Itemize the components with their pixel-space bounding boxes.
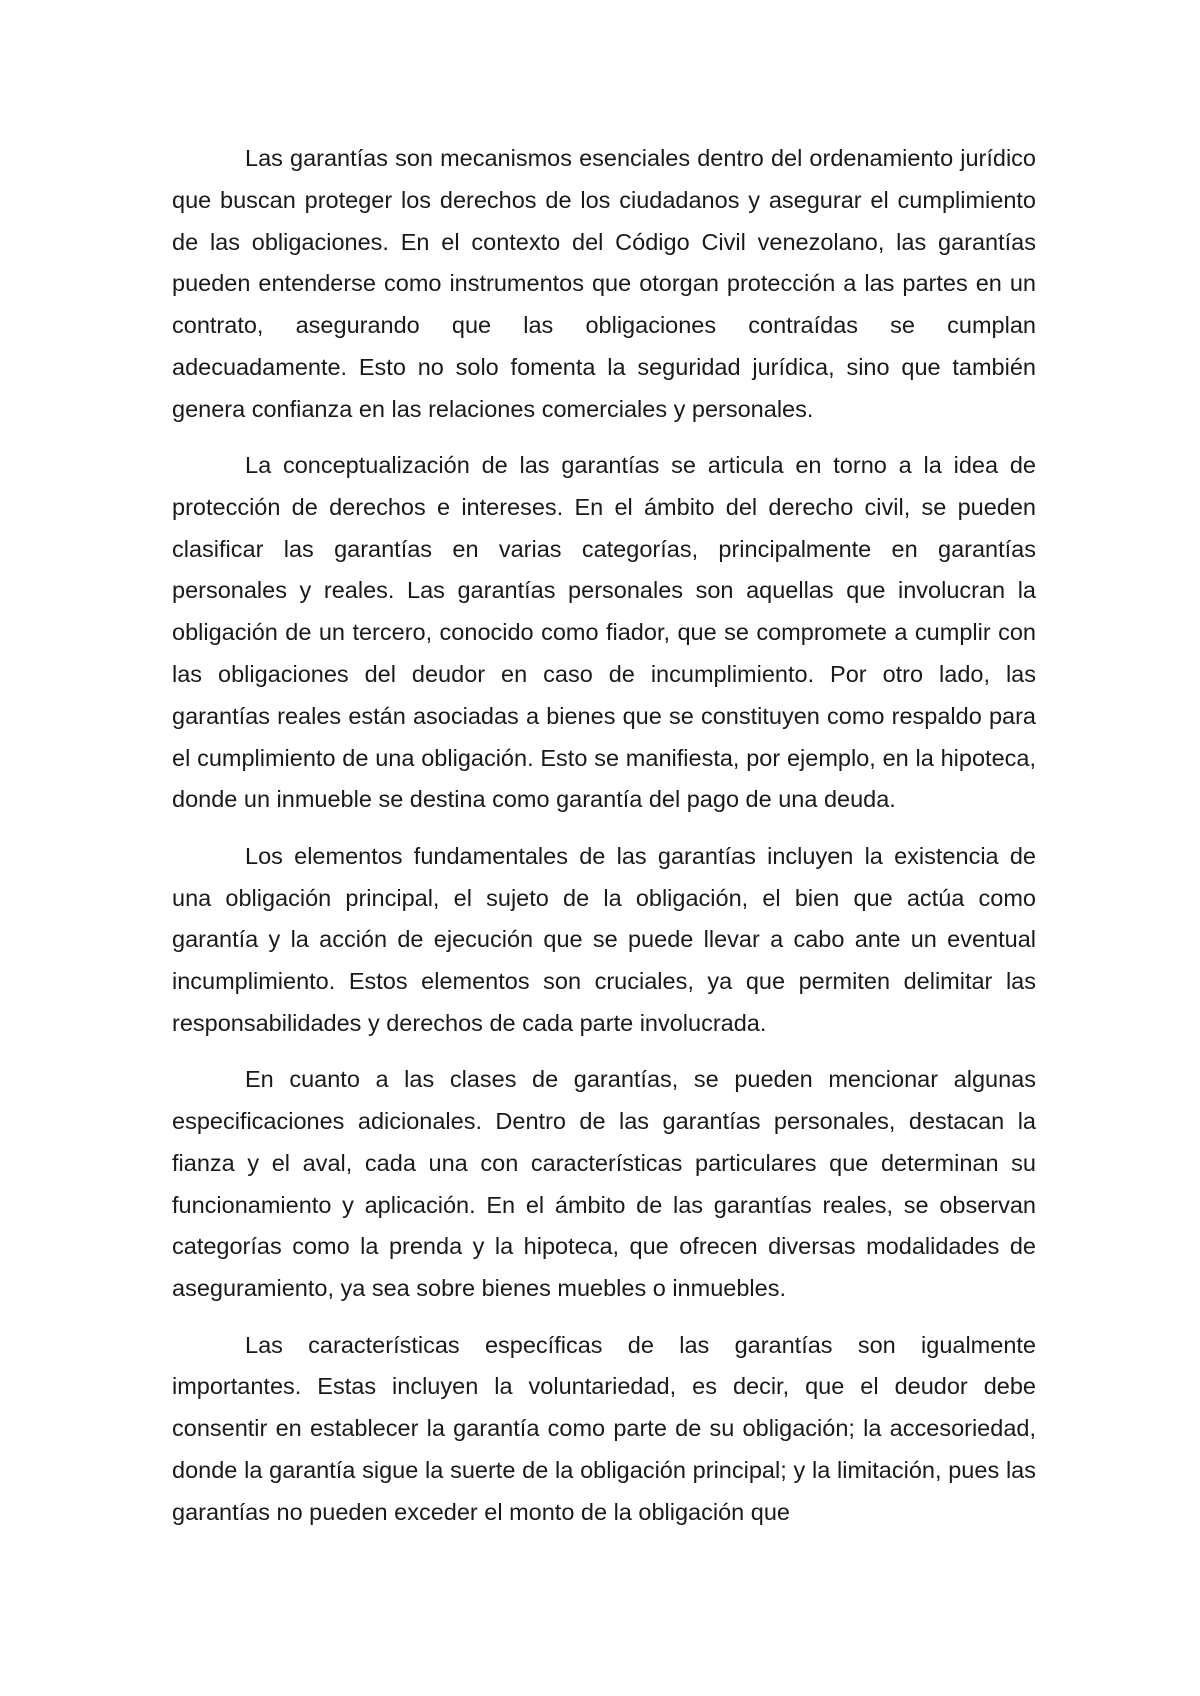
paragraph-classes: En cuanto a las clases de garantías, se pueden mencionar algunas especificaciones adicionales. Dentro de las garantías personales, destacan la fianza y el aval, cada una con características particulares que determinan su funcionamiento y aplicación. En el ámbito de las garantías reales, se observan categorías como la prenda y la hipoteca, que ofrecen diversas modalidades de aseguramiento, ya sea sobre bienes muebles o inmuebles. — [172, 1066, 1036, 1302]
paragraph-characteristics: Las características específicas de las garantías son igualmente importantes. Estas incluyen la voluntariedad, es decir, que el deudor debe consentir en establecer la garantía como parte de su obligación; la accesoriedad, donde la garantía sigue la suerte de la obligación principal; y la limitación, pues las garantías no pueden exceder el monto de la obligación que — [172, 1331, 1036, 1525]
document-body — [172, 138, 1036, 1548]
paragraph-intro: Las garantías son mecanismos esenciales dentro del ordenamiento jurídico que buscan proteger los derechos de los ciudadanos y asegurar el cumplimiento de las obligaciones. En el contexto del Código Civil venezolano, las garantías pueden entenderse como instrumentos que otorgan protección a las partes en un contrato, asegurando que las obligaciones contraídas se cumplan adecuadamente. Esto no solo fomenta la seguridad jurídica, sino que también genera confianza en las relaciones comerciales y personales. — [172, 145, 1036, 422]
paragraph-conceptualization: La conceptualización de las garantías se articula en torno a la idea de protección de derechos e intereses. En el ámbito del derecho civil, se pueden clasificar las garantías en varias categorías, principalmente en garantías personales y reales. Las garantías personales son aquellas que involucran la obligación de un tercero, conocido como fiador, que se compromete a cumplir con las obligaciones del deudor en caso de incumplimiento. Por otro lado, las garantías reales están asociadas a bienes que se constituyen como respaldo para el cumplimiento de una obligación. Esto se manifiesta, por ejemplo, en la hipoteca, donde un inmueble se destina como garantía del pago de una deuda. — [172, 452, 1036, 813]
paragraph-elements: Los elementos fundamentales de las garantías incluyen la existencia de una obligación principal, el sujeto de la obligación, el bien que actúa como garantía y la acción de ejecución que se puede llevar a cabo ante un eventual incumplimiento. Estos elementos son cruciales, ya que permiten delimitar las responsabilidades y derechos de cada parte involucrada. — [172, 842, 1036, 1036]
